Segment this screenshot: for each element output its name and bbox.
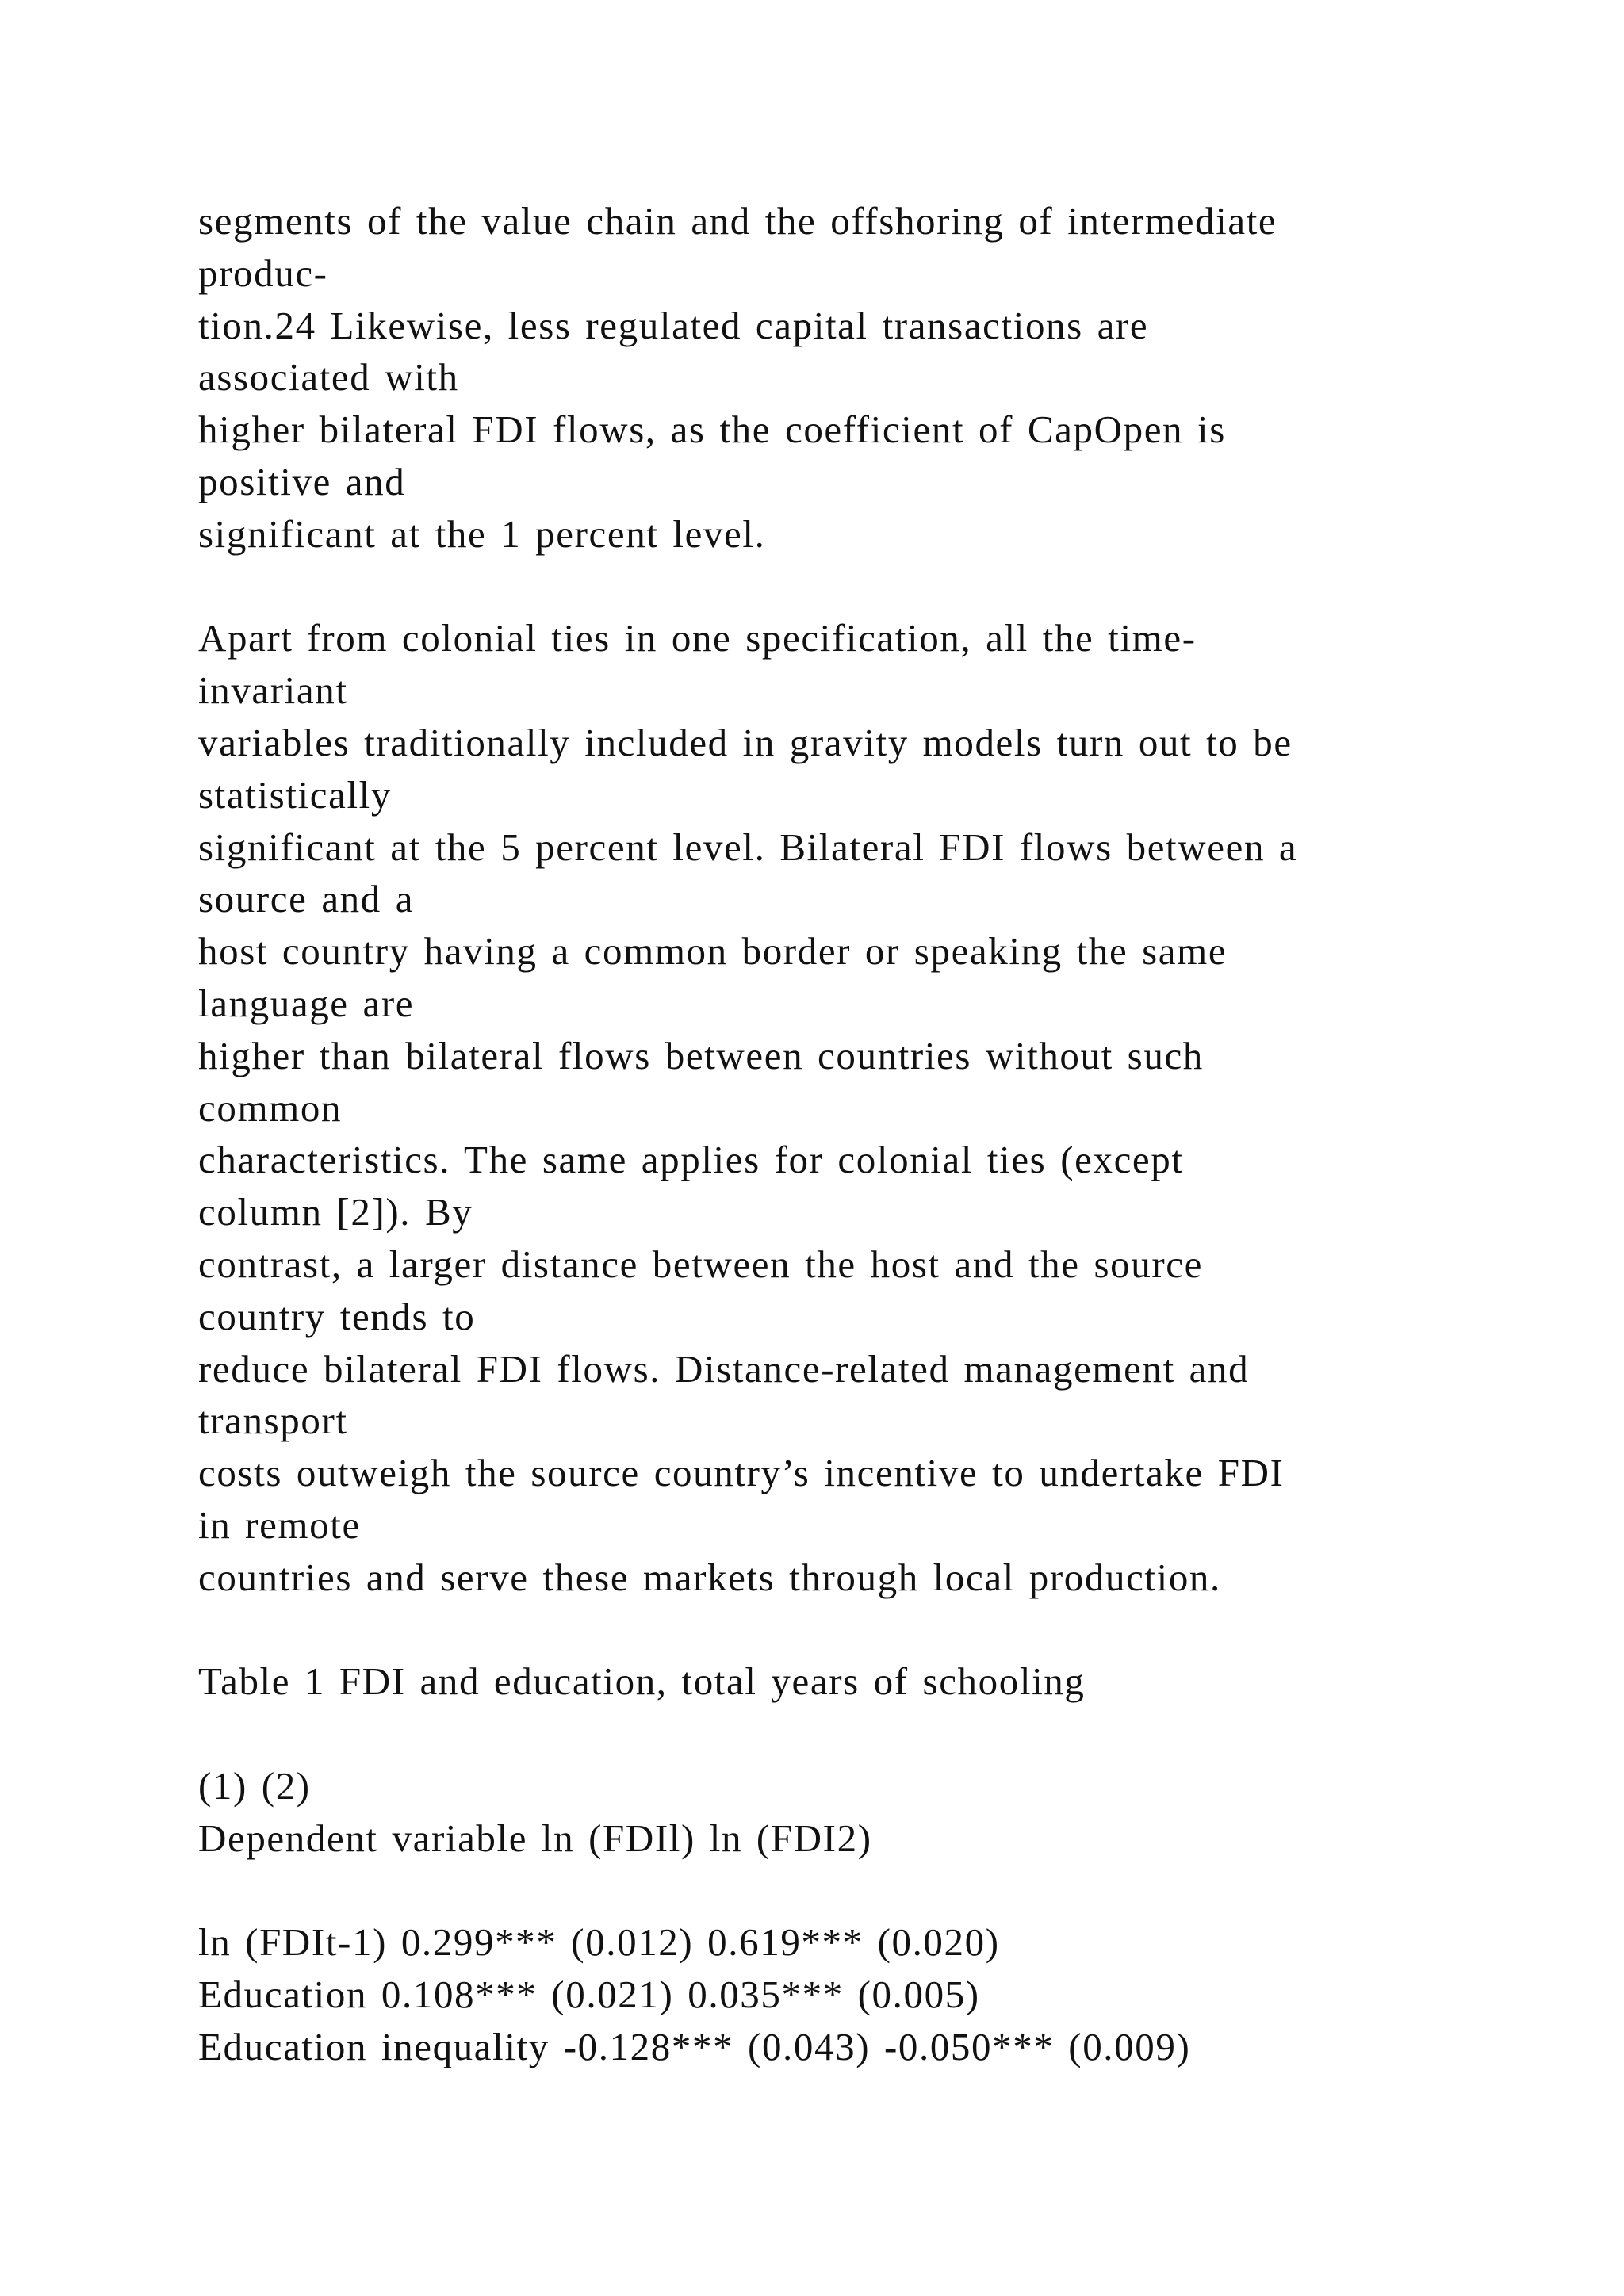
table-title: Table 1 FDI and education, total years of schooling: [198, 1659, 1086, 1704]
text-line: invariant: [198, 668, 348, 713]
paragraph-gap: [198, 1708, 1546, 1760]
text-line: Apart from colonial ties in one specification, all the time-: [198, 616, 1197, 660]
table-body: [198, 1916, 1546, 2072]
paragraph-gap: [198, 1865, 1546, 1917]
text-line: column [2]). By: [198, 1190, 473, 1234]
table-row: ln (FDIt-1) 0.299*** (0.012) 0.619*** (0.020): [198, 1920, 1000, 1965]
text-line: associated with: [198, 355, 459, 400]
paragraph-1: [198, 195, 1546, 561]
table-dependent-variable: Dependent variable ln (FDIl) ln (FDI2): [198, 1816, 872, 1860]
text-line: host country having a common border or speaking the same: [198, 929, 1228, 974]
text-line: variables traditionally included in gravity models turn out to be: [198, 720, 1293, 764]
text-line: transport: [198, 1399, 348, 1443]
text-line: higher than bilateral flows between countries without such: [198, 1033, 1204, 1077]
text-line: source and a: [198, 877, 415, 921]
text-line: higher bilateral FDI flows, as the coefficient of CapOpen is: [198, 408, 1226, 452]
paragraph-gap: [198, 1604, 1546, 1656]
table-column-numbers: (1) (2): [198, 1763, 311, 1808]
text-line: language are: [198, 981, 415, 1025]
text-line: significant at the 5 percent level. Bilateral FDI flows between a: [198, 825, 1298, 869]
text-line: characteristics. The same applies for colonial ties (except: [198, 1138, 1184, 1182]
table-header: [198, 1760, 1546, 1865]
text-line: country tends to: [198, 1294, 476, 1338]
paragraph-2: [198, 612, 1546, 1603]
table-row: Education inequality -0.128*** (0.043) -0.050*** (0.009): [198, 2024, 1191, 2068]
text-line: statistically: [198, 772, 392, 817]
text-line: in remote: [198, 1502, 361, 1547]
text-line: significant at the 1 percent level.: [198, 511, 766, 556]
text-line: reduce bilateral FDI flows. Distance-related management and: [198, 1346, 1250, 1391]
text-line: costs outweigh the source country’s incentive to undertake FDI: [198, 1451, 1285, 1495]
text-line: countries and serve these markets through local production.: [198, 1555, 1221, 1599]
text-line: positive and: [198, 459, 406, 503]
text-line: contrast, a larger distance between the host and the source: [198, 1242, 1203, 1286]
text-line: common: [198, 1085, 343, 1130]
text-line: segments of the value chain and the offshoring of intermediate: [198, 199, 1277, 243]
paragraph-gap: [198, 561, 1546, 613]
text-line: tion.24 Likewise, less regulated capital transactions are: [198, 303, 1149, 347]
table-row: Education 0.108*** (0.021) 0.035*** (0.005): [198, 1973, 980, 2017]
text-line: produc-: [198, 251, 328, 295]
document-body: [198, 195, 1546, 2073]
